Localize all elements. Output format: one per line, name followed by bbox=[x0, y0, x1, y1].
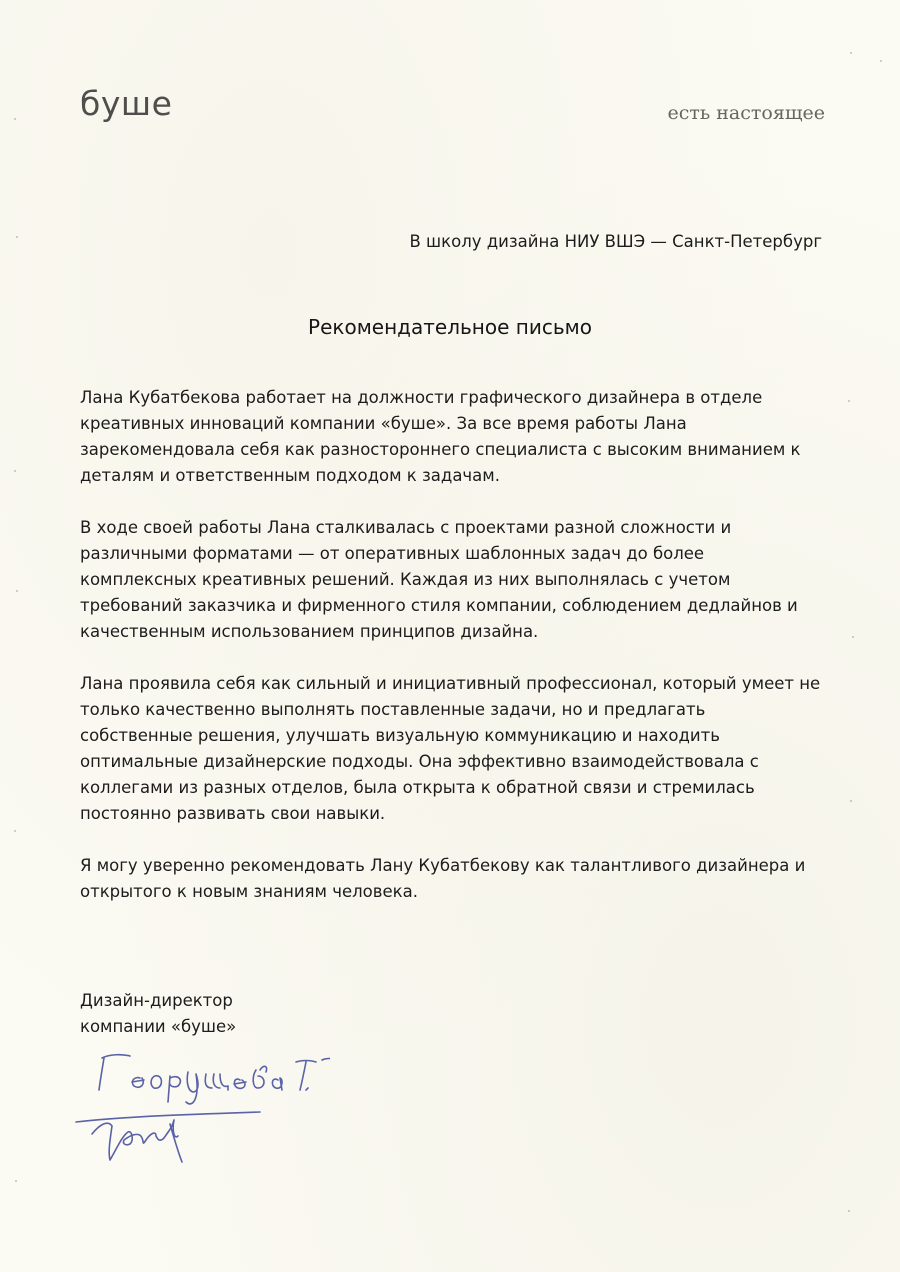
paragraph-1 bbox=[80, 385, 825, 489]
text-line: Я могу уверенно рекомендовать Лану Кубатбекову как талантливого дизайнера и bbox=[80, 856, 806, 875]
signer-position: Дизайн-директор bbox=[80, 991, 233, 1010]
text-line: собственные решения, улучшать визуальную коммуникацию и находить bbox=[80, 726, 720, 745]
paragraph-2 bbox=[80, 515, 825, 645]
text-line: В ходе своей работы Лана сталкивалась с проектами разной сложности и bbox=[80, 518, 732, 537]
text-line: открытого к новым знаниям человека. bbox=[80, 882, 418, 901]
text-line: качественным использованием принципов дизайна. bbox=[80, 622, 539, 641]
text-line: требований заказчика и фирменного стиля компании, соблюдением дедлайнов и bbox=[80, 596, 798, 615]
text-line: зарекомендовала себя как разностороннего специалиста с высоким вниманием к bbox=[80, 440, 801, 459]
letter-title: Рекомендательное письмо bbox=[308, 315, 592, 339]
text-line: Лана проявила себя как сильный и инициативный профессионал, который умеет не bbox=[80, 674, 821, 693]
text-line: комплексных креативных решений. Каждая из них выполнялась с учетом bbox=[80, 570, 731, 589]
text-line: Лана Кубатбекова работает на должности графического дизайнера в отделе bbox=[80, 388, 763, 407]
recipient-line: В школу дизайна НИУ ВШЭ — Санкт-Петербург bbox=[409, 232, 822, 251]
paragraph-3 bbox=[80, 671, 825, 827]
letter-body bbox=[80, 385, 825, 931]
paragraph-4 bbox=[80, 853, 825, 905]
signature-block bbox=[80, 988, 236, 1040]
brand-slogan: есть настоящее bbox=[667, 102, 825, 124]
text-line: оптимальные дизайнерские подходы. Она эффективно взаимодействовала с bbox=[80, 752, 759, 771]
text-line: только качественно выполнять поставленные задачи, но и предлагать bbox=[80, 700, 706, 719]
text-line: различными форматами — от оперативных шаблонных задач до более bbox=[80, 544, 705, 563]
text-line: постоянно развивать свои навыки. bbox=[80, 804, 386, 823]
handwritten-signature bbox=[70, 1040, 330, 1180]
brand-logo: буше bbox=[80, 84, 173, 123]
text-line: деталям и ответственным подходом к задачам. bbox=[80, 466, 500, 485]
text-line: коллегами из разных отделов, была открыта к обратной связи и стремилась bbox=[80, 778, 755, 797]
signer-company: компании «буше» bbox=[80, 1017, 237, 1036]
text-line: креативных инноваций компании «буше». За все время работы Лана bbox=[80, 414, 687, 433]
